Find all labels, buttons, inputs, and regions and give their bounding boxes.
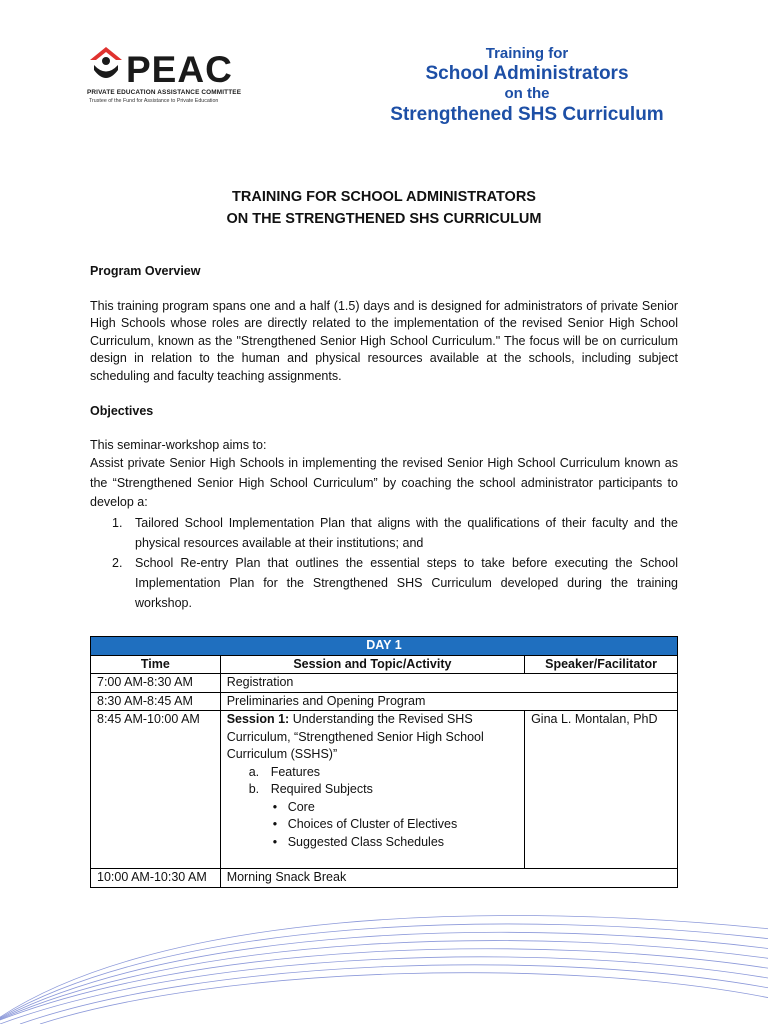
- list-item-text: Core: [287, 799, 315, 814]
- list-item: [227, 799, 518, 817]
- bullet-icon: •: [272, 834, 278, 849]
- list-item: [90, 553, 678, 613]
- session-label: Session 1:: [226, 712, 290, 726]
- table-row: [91, 674, 678, 693]
- activity-cell: Preliminaries and Opening Program: [220, 692, 677, 711]
- speaker-cell: Gina L. Montalan, PhD: [525, 711, 678, 869]
- column-header-activity: Session and Topic/Activity: [220, 655, 524, 674]
- title-line-1: TRAINING FOR SCHOOL ADMINISTRATORS: [232, 189, 536, 205]
- session-bullets: [227, 799, 518, 852]
- list-item: [90, 513, 678, 553]
- list-item-text: Features: [270, 764, 321, 779]
- logo-wordmark: PEAC: [126, 49, 233, 90]
- table-row: [91, 869, 678, 888]
- logo-tagline: Trustee of the Fund for Assistance to Private Education: [89, 98, 219, 104]
- banner-line-3: on the: [504, 85, 550, 102]
- time-cell: 10:00 AM-10:30 AM: [91, 869, 221, 888]
- table-row: [91, 692, 678, 711]
- column-header-time: Time: [91, 655, 221, 674]
- day-header-row: [91, 637, 678, 656]
- banner-line-2: School Administrators: [425, 63, 629, 84]
- document-title: [90, 186, 678, 230]
- bullet-icon: •: [272, 817, 278, 831]
- activity-cell: [220, 711, 524, 869]
- list-marker: b.: [248, 782, 260, 796]
- column-header-row: [91, 655, 678, 674]
- list-item-text: School Re-entry Plan that outlines the essential steps to take before executing the School Implementation Plan for the Strengthened SHS Curriculum developed during the training workshop.: [135, 556, 678, 610]
- title-line-2: ON THE STRENGTHENED SHS CURRICULUM: [226, 211, 542, 227]
- banner-line-1: Training for: [485, 45, 569, 62]
- objectives-heading: Objectives: [90, 404, 154, 418]
- list-number: 2.: [112, 556, 123, 570]
- table-row: [91, 711, 678, 869]
- time-cell: 8:45 AM-10:00 AM: [91, 711, 221, 869]
- list-item-text: Tailored School Implementation Plan that aligns with the qualifications of their faculty and the physical resources available at their institutions; and: [135, 516, 678, 550]
- peac-logo: [86, 46, 256, 108]
- banner-line-4: Strengthened SHS Curriculum: [390, 104, 664, 125]
- bullet-icon: •: [272, 799, 278, 814]
- objectives-body: Assist private Senior High Schools in implementing the revised Senior High School Curriculum known as the “Strengthened Senior High School Curriculum” by coaching the school administrator participants to develop a:: [90, 456, 678, 509]
- list-item-text: Required Subjects: [270, 782, 373, 796]
- list-number: 1.: [112, 516, 123, 530]
- activity-cell: Registration: [220, 674, 677, 693]
- header-banner: [372, 45, 682, 127]
- objectives-list: [90, 513, 678, 613]
- overview-paragraph: This training program spans one and a half (1.5) days and is designed for administrators of private Senior High Schools whose roles are directly related to the implementation of the revised Senior High School Curriculum, known as the "Strengthened Senior High School Curriculum." The focus will be on curriculum design in relation to the human and physical resources available at the schools, including subject scheduling and faculty teaching assignments.: [90, 299, 678, 383]
- time-cell: 7:00 AM-8:30 AM: [91, 674, 221, 693]
- session-topic: Understanding the Revised SHS Curriculum, “Strengthened Senior High School Curriculum (SSHS)”: [226, 712, 484, 761]
- schedule-table: [90, 636, 678, 888]
- list-item: [227, 764, 518, 782]
- column-header-speaker: Speaker/Facilitator: [525, 655, 678, 674]
- day-label: DAY 1: [91, 637, 678, 656]
- objectives-intro: This seminar-workshop aims to:: [90, 438, 267, 452]
- peac-emblem-icon: [89, 46, 123, 86]
- decorative-wave-lines: [0, 900, 768, 1024]
- session-title: [227, 711, 518, 764]
- list-item: [227, 816, 518, 834]
- logo-subtitle: PRIVATE EDUCATION ASSISTANCE COMMITTEE: [87, 89, 242, 96]
- activity-cell: Morning Snack Break: [220, 869, 677, 888]
- list-marker: a.: [248, 764, 260, 779]
- list-item-text: Suggested Class Schedules: [287, 834, 445, 849]
- list-item: [227, 834, 518, 852]
- list-item-text: Choices of Cluster of Electives: [287, 817, 458, 831]
- session-subitems: [227, 764, 518, 799]
- overview-heading: Program Overview: [90, 264, 201, 278]
- list-item: [227, 781, 518, 799]
- time-cell: 8:30 AM-8:45 AM: [91, 692, 221, 711]
